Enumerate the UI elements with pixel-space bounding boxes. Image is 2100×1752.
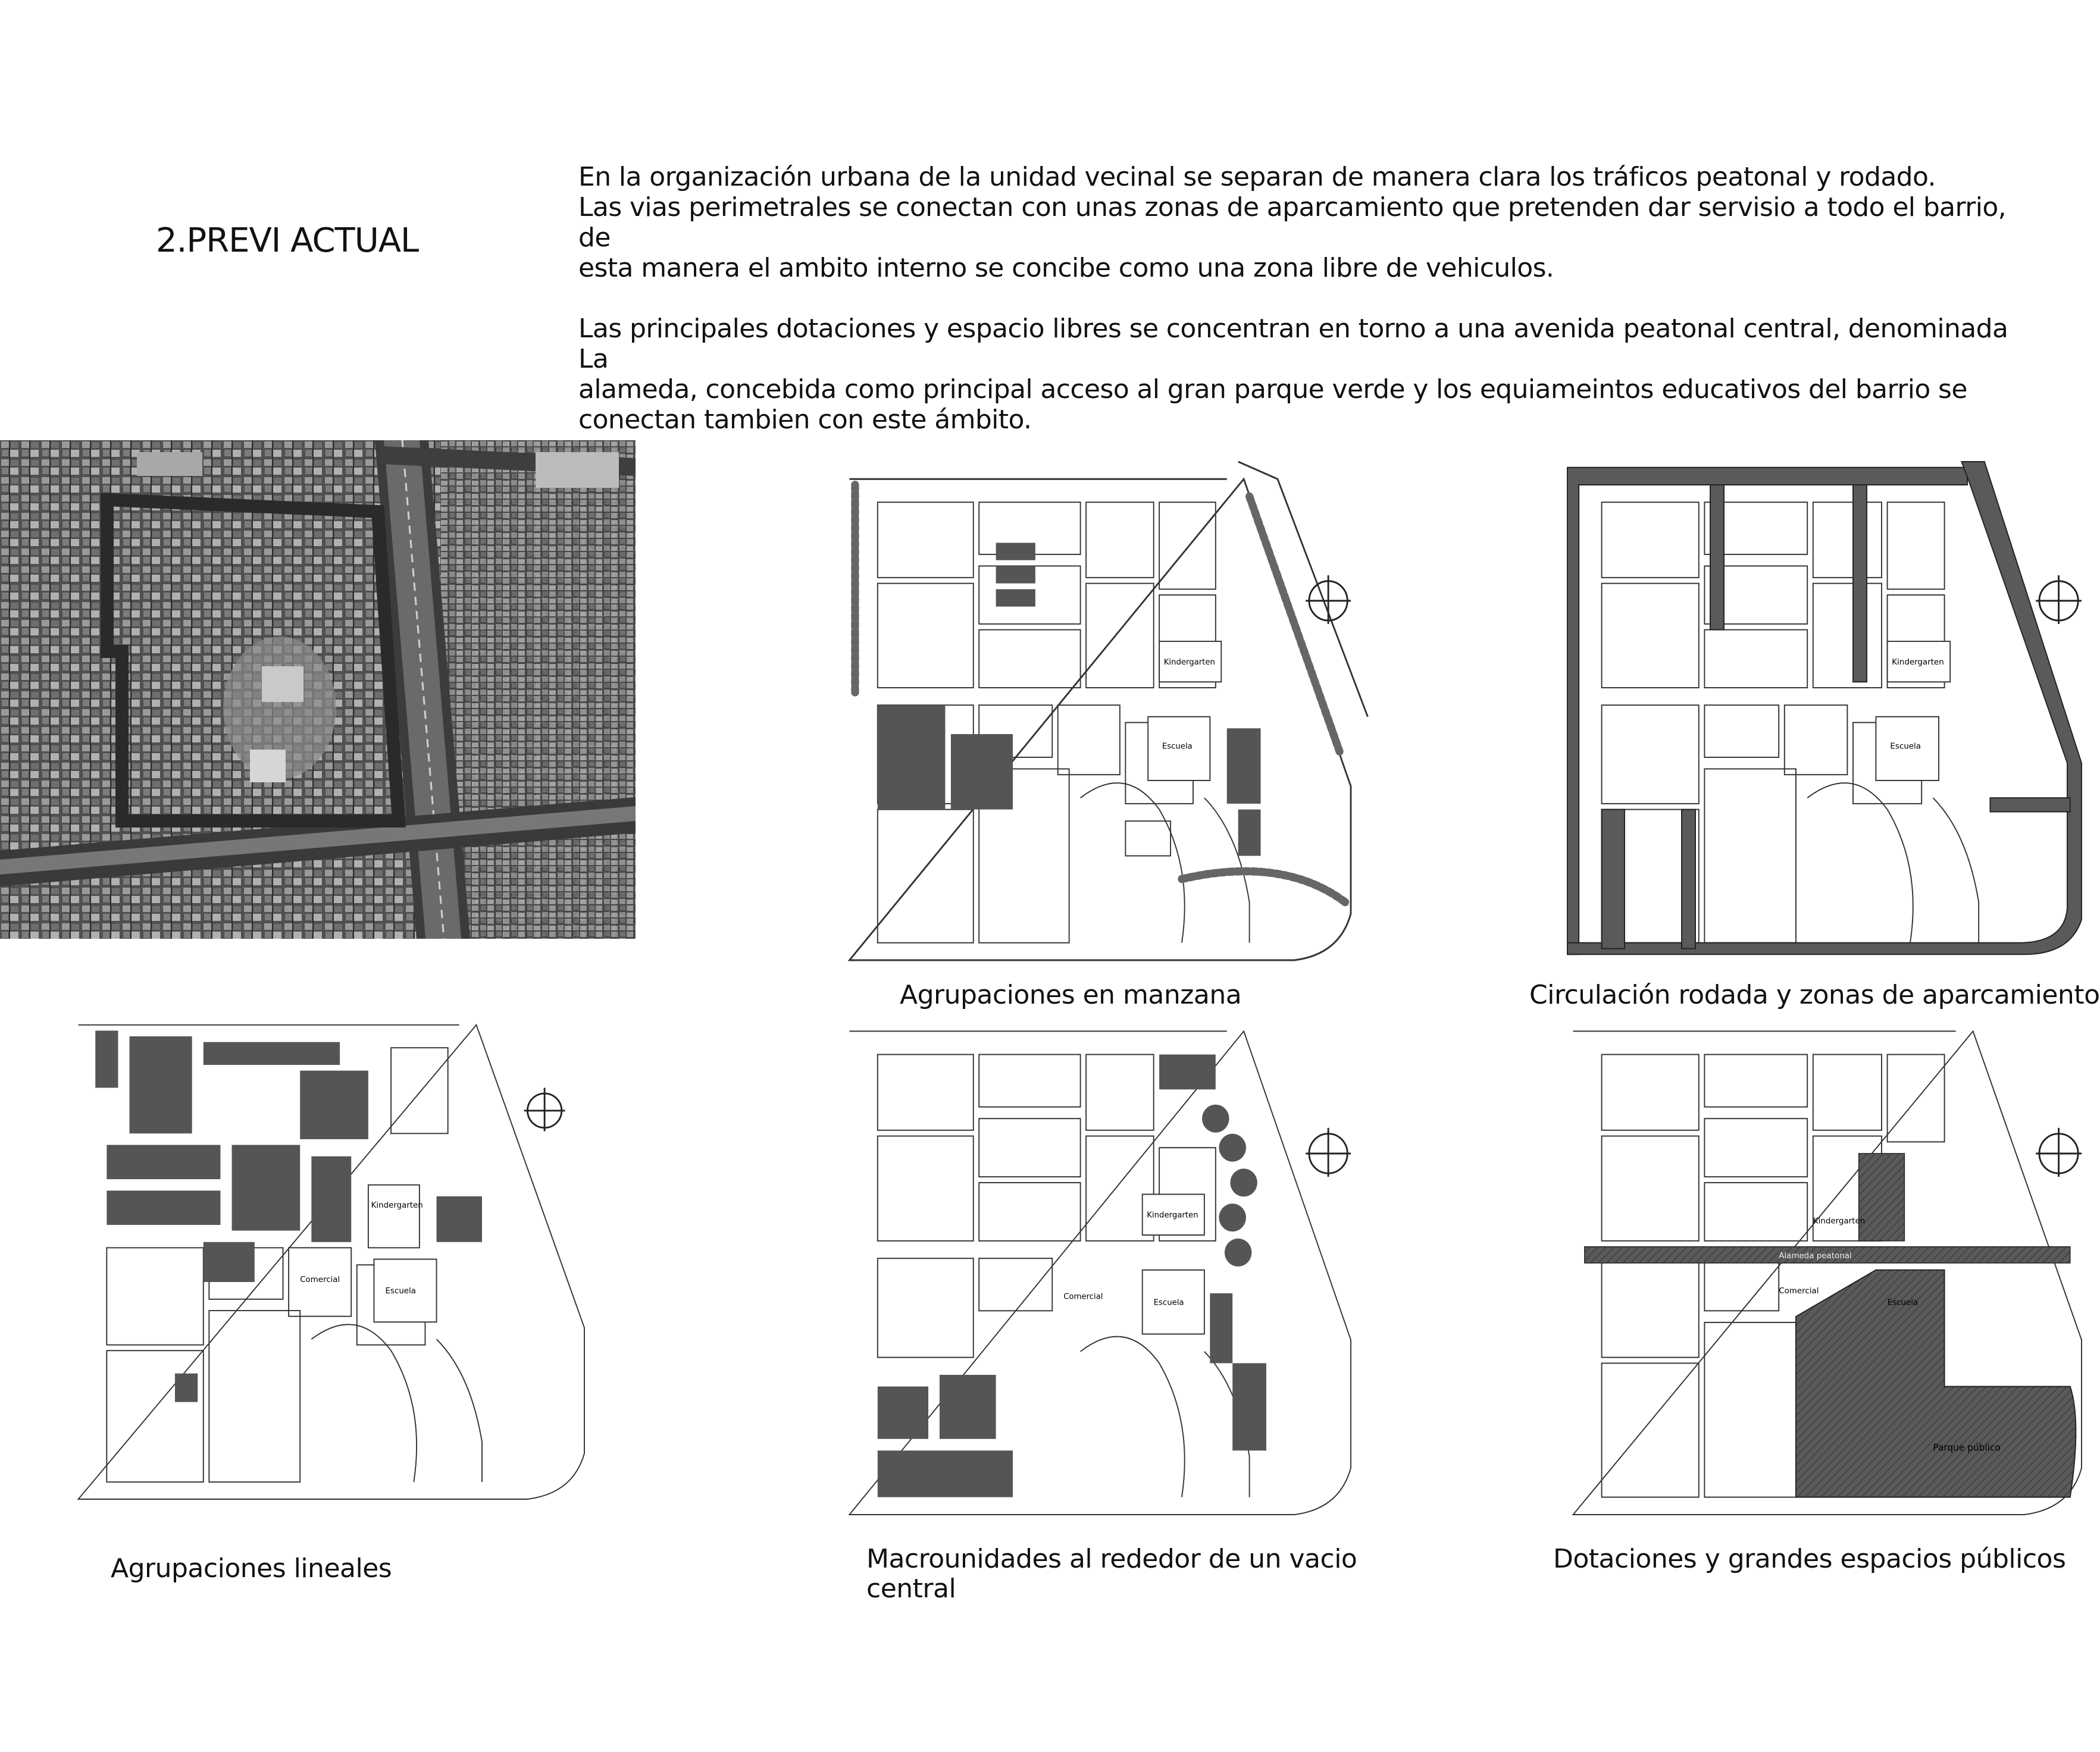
label-escuela: Escuela bbox=[1162, 742, 1193, 751]
caption-macro-line-1: Macrounidades al rededor de un vacio bbox=[866, 1544, 1357, 1574]
label-escuela: Escuela bbox=[1890, 741, 1921, 751]
north-arrow-icon bbox=[524, 1087, 565, 1131]
plan-dotaciones-graphic bbox=[1567, 1014, 2082, 1515]
label-kindergarten: Kindergarten bbox=[1147, 1210, 1198, 1220]
label-kindergarten: Kindergarten bbox=[1163, 657, 1215, 667]
label-kindergarten: Kindergarten bbox=[1892, 657, 1944, 667]
caption-manzana: Agrupaciones en manzana bbox=[900, 980, 1242, 1010]
caption-dotaciones: Dotaciones y grandes espacios públicos bbox=[1553, 1544, 2077, 1574]
intro-line: conectan tambien con este ámbito. bbox=[578, 405, 1032, 435]
plan-lineales bbox=[73, 1008, 584, 1499]
plan-macrounidades bbox=[844, 1014, 1351, 1515]
aerial-photo bbox=[0, 440, 636, 939]
intro-line: alameda, concebida como principal acceso al gran parque verde y los equiameintos educativos del barrio se bbox=[578, 374, 1967, 405]
aerial-photo-graphic bbox=[0, 440, 636, 939]
plan-circulacion bbox=[1567, 462, 2082, 960]
tree-belt bbox=[855, 485, 1345, 902]
label-escuela: Escuela bbox=[385, 1287, 416, 1296]
plan-circulacion-graphic bbox=[1567, 462, 2082, 960]
north-arrow-icon bbox=[2036, 575, 2082, 624]
intro-line: Las vias perimetrales se conectan con unas zonas de aparcamiento que pretenden dar servisio a todo el barrio, de bbox=[578, 192, 2007, 253]
label-kindergarten: Kindergarten bbox=[371, 1201, 423, 1211]
plan-manzana bbox=[844, 462, 1351, 960]
label-comercial: Comercial bbox=[300, 1275, 340, 1285]
section-title: 2.PREVI ACTUAL bbox=[156, 221, 419, 260]
caption-macro-line-2: central bbox=[866, 1574, 1045, 1604]
label-kindergarten: Kindergarten bbox=[1813, 1216, 1866, 1226]
plan-macrounidades-graphic bbox=[844, 1014, 1351, 1515]
north-arrow-icon bbox=[1306, 1128, 1351, 1177]
north-arrow-icon bbox=[1306, 575, 1351, 624]
intro-line: En la organización urbana de la unidad vecinal se separan de manera clara los tráficos peatonal y rodado. bbox=[578, 162, 1936, 192]
label-comercial: Comercial bbox=[1063, 1292, 1103, 1302]
intro-text bbox=[578, 162, 2030, 435]
label-escuela: Escuela bbox=[1153, 1297, 1184, 1308]
caption-lineales: Agrupaciones lineales bbox=[111, 1554, 420, 1584]
label-comercial: Comercial bbox=[1779, 1286, 1819, 1296]
label-alameda: Alameda peatonal bbox=[1779, 1251, 1852, 1261]
caption-circulacion: Circulación rodada y zonas de aparcamiento bbox=[1529, 980, 2100, 1010]
intro-line: esta manera el ambito interno se concibe como una zona libre de vehiculos. bbox=[578, 253, 1554, 283]
plan-dotaciones bbox=[1567, 1014, 2082, 1515]
label-parque: Parque público bbox=[1933, 1442, 2001, 1453]
north-arrow-icon bbox=[2036, 1128, 2082, 1177]
intro-line: Las principales dotaciones y espacio libres se concentran en torno a una avenida peatonal central, denominada La bbox=[578, 314, 2008, 374]
label-escuela: Escuela bbox=[1887, 1297, 1919, 1308]
plan-manzana-graphic bbox=[844, 462, 1351, 960]
plan-lineales-graphic bbox=[73, 1008, 584, 1499]
